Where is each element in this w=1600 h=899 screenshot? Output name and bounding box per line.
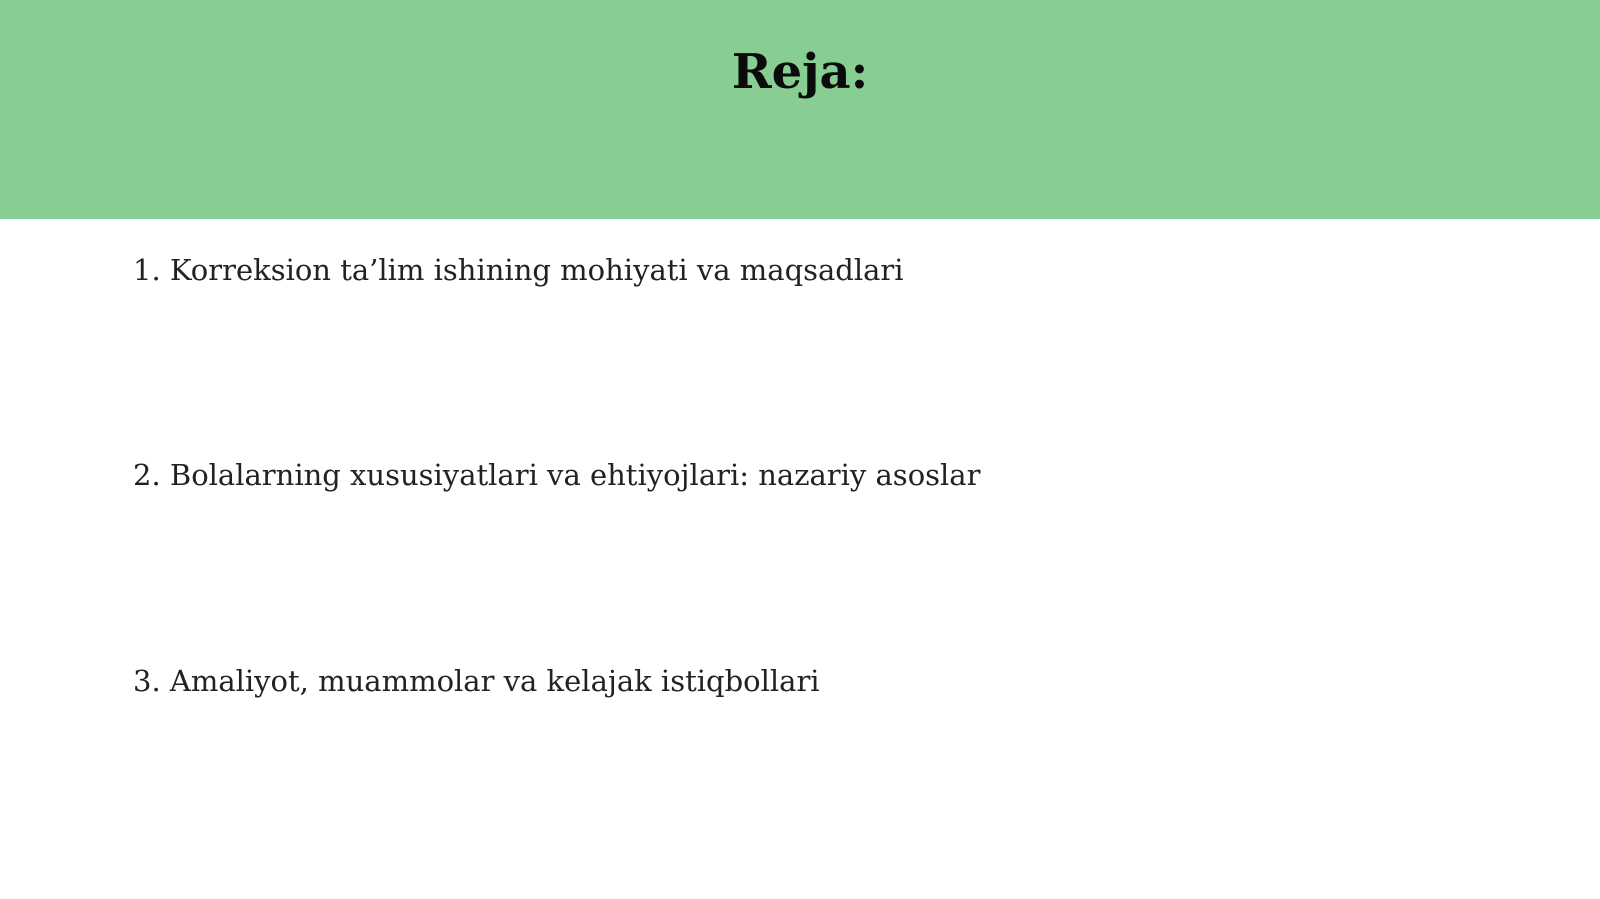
plan-item-3: 3. Amaliyot, muammolar va kelajak istiqbollari [133, 664, 820, 698]
header-band [0, 0, 1600, 219]
slide-title: Reja: [731, 44, 869, 100]
plan-item-1: 1. Korreksion ta’lim ishining mohiyati va maqsadlari [133, 253, 904, 287]
plan-item-2: 2. Bolalarning xususiyatlari va ehtiyojlari: nazariy asoslar [133, 458, 981, 492]
